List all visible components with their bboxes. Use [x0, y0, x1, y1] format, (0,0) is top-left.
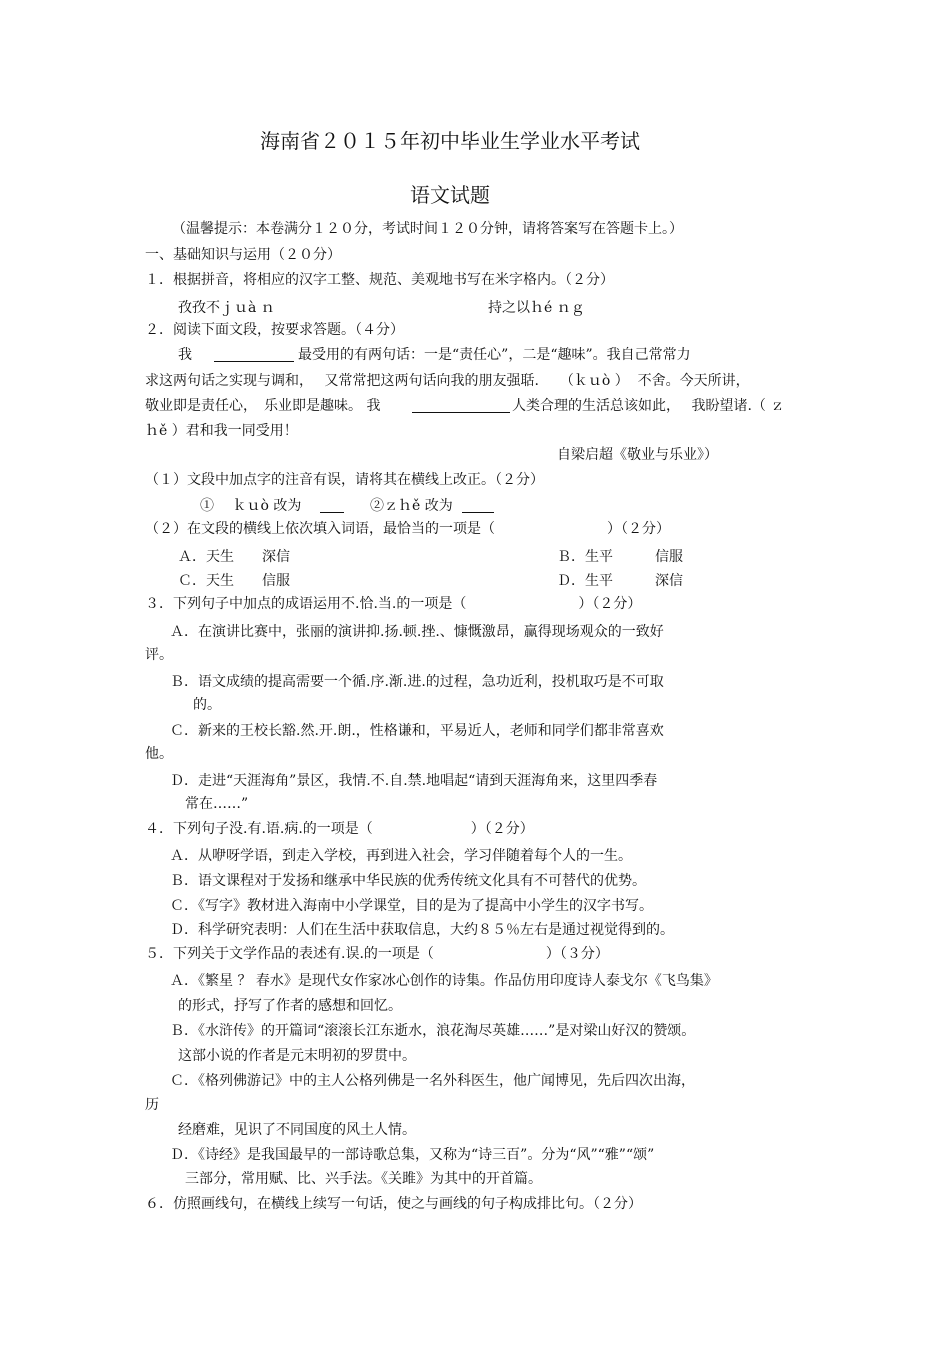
question-3-option-a-line-1: Ａ．在演讲比赛中，张丽的演讲抑.扬.顿.挫.、慷慨激昂，赢得现场观众的一致好	[170, 624, 664, 640]
question-5-option-b-line-1: Ｂ．《水浒传》的开篇词“滚滚长江东逝水，浪花淘尽英雄……”是对梁山好汉的赞颂。	[170, 1023, 696, 1039]
question-3-option-d-line-1: Ｄ．走进“天涯海角”景区，我情.不.自.禁.地唱起“请到天涯海角来，这里四季春	[170, 773, 658, 789]
option-c: Ｃ．天生 信服	[178, 573, 290, 589]
question-4-option-c: Ｃ．《写字》教材进入海南中小学课堂，目的是为了提高中小学生的汉字书写。	[170, 898, 653, 914]
question-5-option-d-line-1: Ｄ．《诗经》是我国最早的一部诗歌总集，又称为“诗三百”。分为“风”“雅”“颂”	[170, 1147, 655, 1163]
question-5-option-c-line-3: 经磨难，见识了不同国度的风土人情。	[178, 1122, 416, 1138]
passage-line-4: ｈě ）君和我一同受用！	[145, 423, 298, 439]
question-4-option-d: Ｄ．科学研究表明：人们在生活中获取信息，大约８５％左右是通过视觉得到的。	[170, 922, 674, 938]
sub-1-answer-a: ① ｋｕò 改为	[200, 498, 302, 514]
question-4-option-a: Ａ．从咿呀学语，到走入学校，再到进入社会，学习伴随着每个人的一生。	[170, 848, 632, 864]
option-b: Ｂ．生平 信服	[557, 549, 683, 565]
passage-line-1b: 最受用的有两句话：一是“责任心”，二是“趣味”。我自己常常力	[298, 347, 691, 363]
question-3-option-a-line-2: 评。	[145, 647, 173, 663]
sub-1-answer-b: ②ｚｈě 改为	[370, 498, 453, 514]
question-5-option-d-line-2: 三部分，常用赋、比、兴手法。《关雎》为其中的开首篇。	[185, 1171, 542, 1187]
exam-notice: （温馨提示：本卷满分１２０分，考试时间１２０分钟，请将答案写在答题卡上。）	[172, 221, 683, 237]
question-5-stem: ５．下列关于文学作品的表述有.误.的一项是（ ）（３分）	[145, 946, 609, 962]
question-2-sub-2: （２）在文段的横线上依次填入词语，最恰当的一项是（ ）（２分）	[145, 521, 670, 537]
question-4-option-b: Ｂ．语文课程对于发扬和继承中华民族的优秀传统文化具有不可替代的优势。	[170, 873, 646, 889]
question-1-stem: １．根据拼音，将相应的汉字工整、规范、美观地书写在米字格内。（２分）	[145, 272, 614, 288]
question-5-option-c-line-2: 历	[145, 1097, 159, 1113]
question-6-stem: ６．仿照画线句，在横线上续写一句话，使之与画线的句子构成排比句。（２分）	[145, 1196, 642, 1212]
question-3-option-b-line-2: 的。	[193, 697, 221, 713]
question-5-option-a-line-1: Ａ．《繁星 ？ 春水》是现代女作家冰心创作的诗集。作品仿用印度诗人泰戈尔《飞鸟集》	[170, 973, 718, 989]
question-3-option-b-line-1: Ｂ．语文成绩的提高需要一个循.序.渐.进.的过程，急功近利，投机取巧是不可取	[170, 674, 664, 690]
question-2-sub-1: （１）文段中加点字的注音有误，请将其在横线上改正。（２分）	[145, 472, 544, 488]
question-3-option-c-line-2: 他。	[145, 746, 173, 762]
sub-1-blank-a	[320, 498, 344, 513]
passage-line-3b: 人类合理的生活总该如此， 我盼望诸.（ ｚ	[512, 398, 785, 414]
question-1-pinyin-b: 持之以ｈé ｎｇ	[488, 300, 585, 316]
question-5-option-b-line-2: 这部小说的作者是元末明初的罗贯中。	[178, 1048, 416, 1064]
passage-blank-2	[412, 398, 510, 413]
question-3-stem: ３．下列句子中加点的成语运用不.恰.当.的一项是（ ）（２分）	[145, 596, 642, 612]
question-5-option-a-line-2: 的形式，抒写了作者的感想和回忆。	[178, 998, 402, 1014]
passage-blank-1	[214, 347, 294, 362]
passage-line-1a: 我	[178, 347, 192, 363]
question-1-pinyin-a: 孜孜不ｊｕà ｎ	[178, 300, 275, 316]
passage-line-3a: 敬业即是责任心， 乐业即是趣味。 我	[145, 398, 381, 414]
exam-subtitle: 语文试题	[410, 183, 490, 207]
passage-line-2: 求这两句话之实现与调和， 又常常把这两句话向我的朋友强聒. （ｋｕò ） 不舍。今天所讲，	[145, 373, 750, 389]
option-a: Ａ．天生 深信	[178, 549, 290, 565]
passage-source: 自梁启超《敬业与乐业》）	[557, 447, 718, 463]
option-d: Ｄ．生平 深信	[557, 573, 683, 589]
question-3-option-d-line-2: 常在……”	[185, 796, 249, 812]
question-3-option-c-line-1: Ｃ．新来的王校长豁.然.开.朗.，性格谦和，平易近人，老师和同学们都非常喜欢	[170, 723, 664, 739]
exam-title: 海南省２０１５年初中毕业生学业水平考试	[260, 129, 640, 153]
question-2-stem: ２．阅读下面文段，按要求答题。（４分）	[145, 322, 404, 338]
question-4-stem: ４．下列句子没.有.语.病.的一项是（ ）（２分）	[145, 821, 534, 837]
sub-1-blank-b	[462, 498, 494, 513]
question-5-option-c-line-1: Ｃ．《格列佛游记》中的主人公格列佛是一名外科医生，他广闻博见，先后四次出海，	[170, 1073, 695, 1089]
section-heading: 一、基础知识与运用（２０分）	[145, 247, 341, 263]
